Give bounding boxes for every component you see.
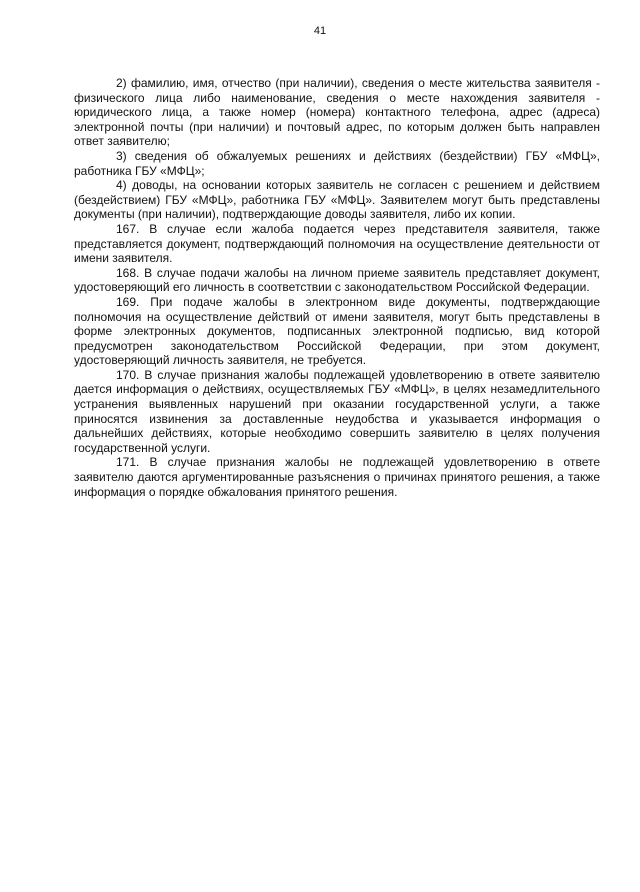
paragraph-item-4: 4) доводы, на основании которых заявитель не согласен с решением и действием (бездействием) ГБУ «МФЦ», работника ГБУ «МФЦ». Заявителем могут быть представлены документы (при наличии), подтверждающие доводы заявителя, либо их копии. bbox=[74, 178, 600, 222]
paragraph-170: 170. В случае признания жалобы подлежащей удовлетворению в ответе заявителю дается информация о действиях, осуществляемых ГБУ «МФЦ», в целях незамедлительного устранения выявленных нарушений при оказании государственной услуги, а также приносятся извинения за доставленные неудобства и указывается информация о дальнейших действиях, которые необходимо совершить заявителю в целях получения государственной услуги. bbox=[74, 367, 600, 455]
paragraph-169: 169. При подаче жалобы в электронном виде документы, подтверждающие полномочия на осуществление действий от имени заявителя, могут быть представлены в форме электронных документов, подписанных электронной подписью, вид которой предусмотрен законодательством Российской Федерации, при этом документ, удостоверяющий личность заявителя, не требуется. bbox=[74, 294, 600, 368]
paragraph-item-2: 2) фамилию, имя, отчество (при наличии), сведения о месте жительства заявителя - физического лица либо наименование, сведения о месте нахождения заявителя - юридического лица, а также номер (номера) контактного телефона, адрес (адреса) электронной почты (при наличии) и почтовый адрес, по которым должен быть направлен ответ заявителю; bbox=[74, 76, 600, 149]
paragraph-171: 171. В случае признания жалобы не подлежащей удовлетворению в ответе заявителю даются аргументированные разъяснения о причинах принятого решения, а также информация о порядке обжалования принятого решения. bbox=[74, 455, 600, 499]
body-text bbox=[74, 76, 600, 499]
paragraph-167: 167. В случае если жалоба подается через представителя заявителя, также представляется документ, подтверждающий полномочия на осуществление деятельности от имени заявителя. bbox=[74, 221, 600, 266]
paragraph-item-3: 3) сведения об обжалуемых решениях и действиях (бездействии) ГБУ «МФЦ», работника ГБУ «МФЦ»; bbox=[74, 148, 600, 178]
paragraph-168: 168. В случае подачи жалобы на личном приеме заявитель представляет документ, удостоверяющий его личность в соответствии с законодательством Российской Федерации. bbox=[74, 265, 600, 295]
page-number: 41 bbox=[313, 25, 327, 37]
